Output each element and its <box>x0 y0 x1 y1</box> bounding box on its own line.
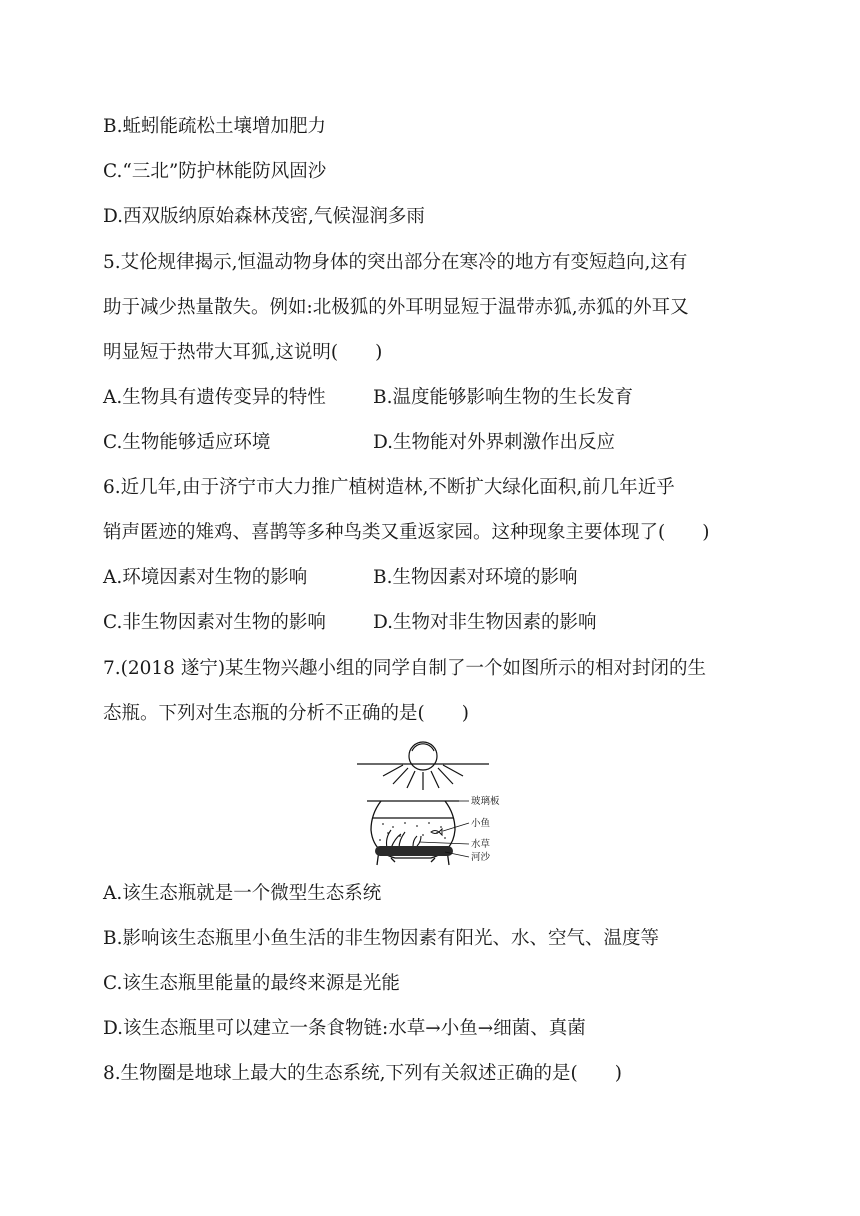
q5-stem-line-1: 5.艾伦规律揭示,恒温动物身体的突出部分在寒冷的地方有变短趋向,这有 <box>103 252 688 273</box>
q4-option-d: D.西双版纳原始森林茂密,气候湿润多雨 <box>103 206 425 227</box>
q5-option-d: D.生物能对外界刺激作出反应 <box>373 432 616 453</box>
q7-option-b: B.影响该生态瓶里小鱼生活的非生物因素有阳光、水、空气、温度等 <box>103 928 659 949</box>
q5-stem-line-2: 助于减少热量散失。例如:北极狐的外耳明显短于温带赤狐,赤狐的外耳又 <box>103 297 689 318</box>
water-plant-icon <box>387 830 422 848</box>
q6-option-d: D.生物对非生物因素的影响 <box>373 612 597 633</box>
q6-option-a: A.环境因素对生物的影响 <box>103 567 308 588</box>
q5-option-a: A.生物具有遗传变异的特性 <box>103 387 326 408</box>
q5-option-b: B.温度能够影响生物的生长发育 <box>373 387 633 408</box>
glass-plate-label: 玻璃板 <box>471 796 500 807</box>
q7-option-a: A.该生态瓶就是一个微型生态系统 <box>103 883 382 904</box>
water-plant-label: 水草 <box>471 839 491 850</box>
q7-stem-line-1: 7.(2018 遂宁)某生物兴趣小组的同学自制了一个如图所示的相对封闭的生 <box>103 658 707 679</box>
river-sand-label: 河沙 <box>471 852 491 863</box>
q8-stem-line-1: 8.生物圈是地球上最大的生态系统,下列有关叙述正确的是( ) <box>103 1063 622 1084</box>
water-dots <box>379 822 446 841</box>
q7-stem-line-2: 态瓶。下列对生态瓶的分析不正确的是( ) <box>103 703 469 724</box>
river-sand-layer <box>375 846 453 856</box>
q4-option-c: C.“三北”防护林能防风固沙 <box>103 161 327 182</box>
q4-option-b: B.蚯蚓能疏松土壤增加肥力 <box>103 116 326 137</box>
q6-option-b: B.生物因素对环境的影响 <box>373 567 578 588</box>
q5-option-c: C.生物能够适应环境 <box>103 432 271 453</box>
fish-icon <box>431 829 442 835</box>
q6-stem-line-2: 销声匿迹的雉鸡、喜鹊等多种鸟类又重返家园。这种现象主要体现了( ) <box>103 522 710 543</box>
q5-stem-line-3: 明显短于热带大耳狐,这说明( ) <box>103 342 383 363</box>
q7-option-d: D.该生态瓶里可以建立一条食物链:水草→小鱼→细菌、真菌 <box>103 1018 586 1039</box>
q6-option-c: C.非生物因素对生物的影响 <box>103 612 326 633</box>
ecology-bottle-figure <box>355 734 515 874</box>
q6-stem-line-1: 6.近几年,由于济宁市大力推广植树造林,不断扩大绿化面积,前几年近乎 <box>103 477 675 498</box>
q7-option-c: C.该生态瓶里能量的最终来源是光能 <box>103 973 400 994</box>
sun-icon <box>357 742 489 790</box>
small-fish-label: 小鱼 <box>471 818 491 829</box>
